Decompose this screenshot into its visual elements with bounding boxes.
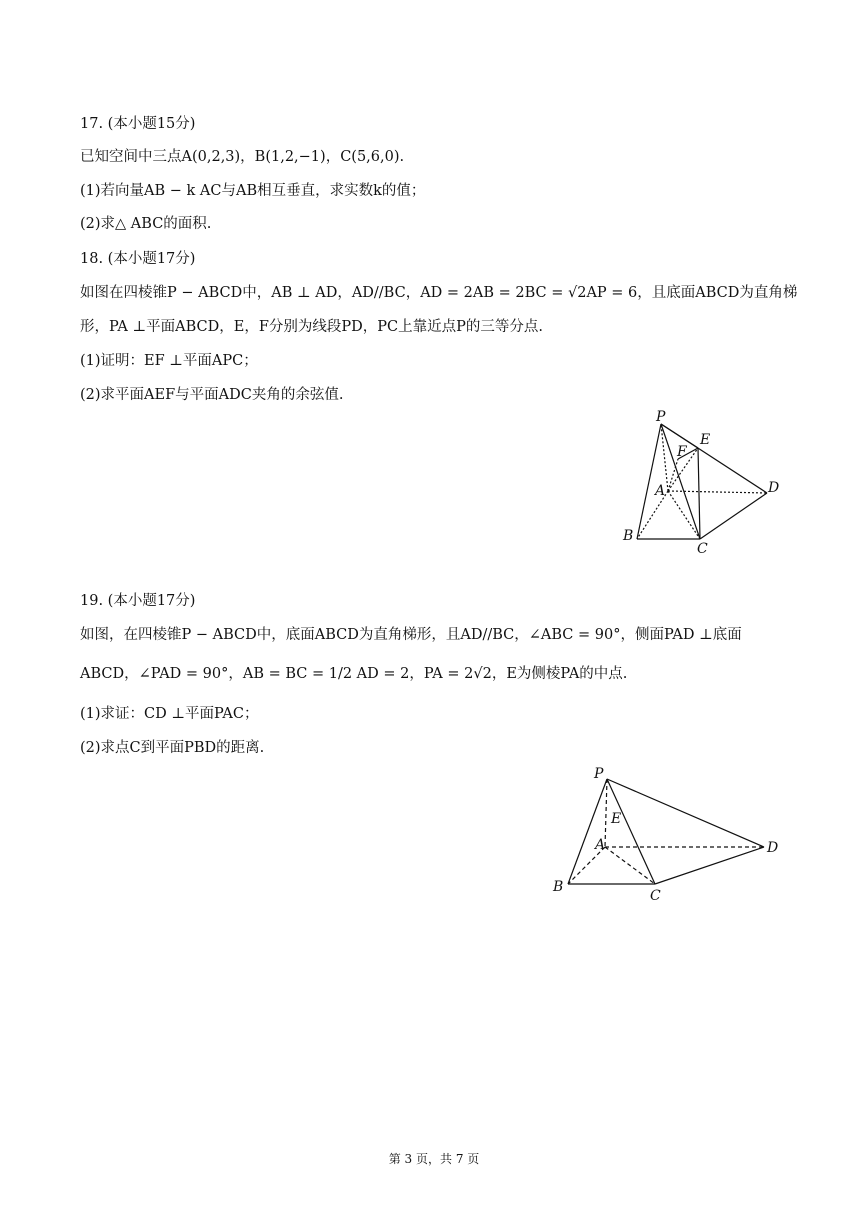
q18-header: 18. (本小题17分) xyxy=(80,251,196,267)
q18-part2: (2)求平面AEF与平面ADC夹角的余弦值. xyxy=(80,387,344,403)
q18-label-P: P xyxy=(656,409,666,425)
q19-label-B: B xyxy=(553,879,564,895)
q19-part2: (2)求点C到平面PBD的距离. xyxy=(80,740,265,756)
q19-label-E: E xyxy=(611,811,622,827)
q18-statement-line2: 形，PA ⊥平面ABCD，E，F分别为线段PD，PC上靠近点P的三等分点. xyxy=(80,319,543,335)
q17-part2: (2)求△ ABC的面积. xyxy=(80,216,212,232)
q19-label-D: D xyxy=(767,840,779,856)
q18-statement-line1: 如图在四棱锥P − ABCD中，AB ⊥ AD，AD//BC，AD = 2AB = 2BC = √2AP = 6，且底面ABCD为直角梯 xyxy=(80,285,798,301)
q19-header: 19. (本小题17分) xyxy=(80,593,196,609)
q18-label-A: A xyxy=(655,483,666,499)
q18-label-B: B xyxy=(623,528,634,544)
q19-label-C: C xyxy=(650,888,661,904)
q19-statement-line2: ABCD，∠PAD = 90°，AB = BC = 1/2 AD = 2，PA = 2√2，E为侧棱PA的中点. xyxy=(80,666,628,682)
q17-header: 17. (本小题15分) xyxy=(80,116,196,132)
q19-label-A: A xyxy=(595,837,606,853)
q18-label-D: D xyxy=(768,480,780,496)
q19-part1: (1)求证：CD ⊥平面PAC； xyxy=(80,706,259,722)
q18-label-C: C xyxy=(697,541,708,557)
q18-label-E: E xyxy=(700,432,711,448)
q19-label-P: P xyxy=(594,766,604,782)
page-footer: 第 3 页，共 7 页 xyxy=(388,1152,480,1166)
q17-statement: 已知空间中三点A(0,2,3)，B(1,2,−1)，C(5,6,0). xyxy=(80,149,405,165)
q18-label-F: F xyxy=(677,444,687,460)
q19-statement-line1: 如图，在四棱锥P − ABCD中，底面ABCD为直角梯形，且AD//BC，∠ABC = 90°，侧面PAD ⊥底面 xyxy=(80,627,742,643)
q18-part1: (1)证明：EF ⊥平面APC； xyxy=(80,353,258,369)
q17-part1: (1)若向量AB − k AC与AB相互垂直，求实数k的值； xyxy=(80,183,426,199)
